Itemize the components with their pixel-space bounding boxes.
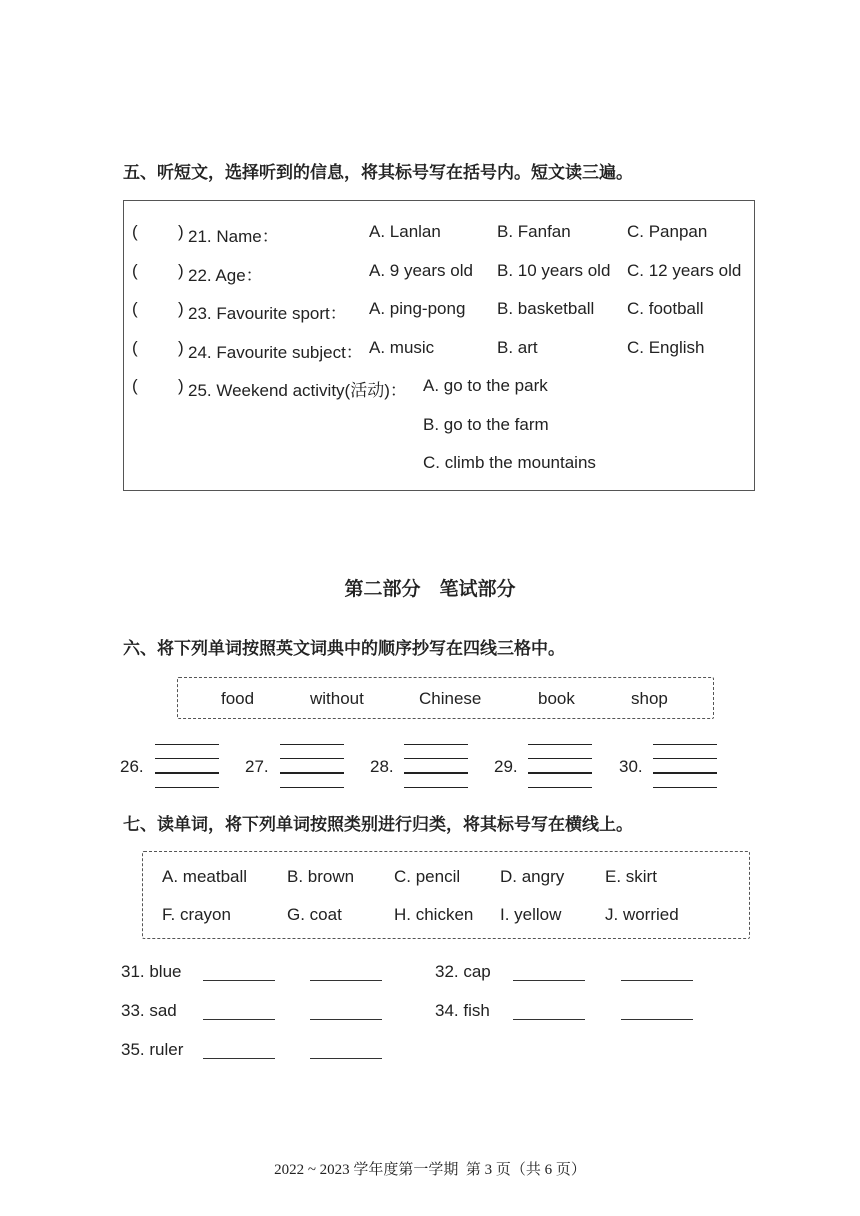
q21-option-c: C. Panpan (627, 222, 708, 241)
word-without: without (310, 689, 364, 708)
bank-word-b: B. brown (287, 867, 355, 886)
item-34: 34. fish (435, 1001, 490, 1020)
blank-31-2[interactable] (310, 980, 382, 981)
bank-word-i: I. yellow (500, 905, 562, 924)
q21-option-a: A. Lanlan (369, 222, 441, 241)
q21-label: 21. Name： (188, 227, 279, 246)
q22-option-b: B. 10 years old (497, 261, 611, 280)
word-food: food (221, 689, 255, 708)
bank-word-f: F. crayon (162, 905, 231, 924)
section6-heading: 六、将下列单词按照英文词典中的顺序抄写在四线三格中。 (123, 639, 565, 659)
q23-paren-close: ) (178, 299, 184, 318)
blank-35-1[interactable] (203, 1058, 275, 1059)
q24-paren-close: ) (178, 338, 184, 357)
q22-label: 22. Age： (188, 266, 263, 285)
bank-word-c: C. pencil (394, 867, 461, 886)
item-32: 32. cap (435, 962, 491, 981)
blank-33-1[interactable] (203, 1019, 275, 1020)
q23-option-a: A. ping-pong (369, 299, 466, 318)
bank-word-d: D. angry (500, 867, 565, 886)
bank-word-e: E. skirt (605, 867, 657, 886)
q22-paren-open: ( (132, 261, 138, 280)
q24-option-c: C. English (627, 338, 705, 357)
four-line-grid-29[interactable] (528, 744, 592, 788)
blank-32-1[interactable] (513, 980, 585, 981)
q24-option-b: B. art (497, 338, 538, 357)
q25-label: 25. Weekend activity(活动)： (188, 381, 407, 400)
blank-34-2[interactable] (621, 1019, 693, 1020)
blank-35-2[interactable] (310, 1058, 382, 1059)
bank-word-h: H. chicken (394, 905, 474, 924)
bank-word-a: A. meatball (162, 867, 248, 886)
blank-31-1[interactable] (203, 980, 275, 981)
q24-label: 24. Favourite subject： (188, 343, 363, 362)
word-shop: shop (631, 689, 668, 708)
q21-paren-open: ( (132, 222, 138, 241)
q25-paren-close: ) (178, 376, 184, 395)
num-27: 27. (245, 757, 269, 776)
q23-paren-open: ( (132, 299, 138, 318)
q22-option-c: C. 12 years old (627, 261, 742, 280)
q25-option-c: C. climb the mountains (423, 453, 596, 472)
q25-paren-open: ( (132, 376, 138, 395)
four-line-grid-27[interactable] (280, 744, 344, 788)
item-35: 35. ruler (121, 1040, 184, 1059)
word-book: book (538, 689, 575, 708)
blank-33-2[interactable] (310, 1019, 382, 1020)
q23-label: 23. Favourite sport： (188, 304, 347, 323)
q21-paren-close: ) (178, 222, 184, 241)
q22-option-a: A. 9 years old (369, 261, 473, 280)
item-33: 33. sad (121, 1001, 177, 1020)
blank-32-2[interactable] (621, 980, 693, 981)
num-30: 30. (619, 757, 643, 776)
bank-word-j: J. worried (605, 905, 679, 924)
q25-option-b: B. go to the farm (423, 415, 549, 434)
q23-option-b: B. basketball (497, 299, 595, 318)
num-29: 29. (494, 757, 518, 776)
section7-heading: 七、读单词，将下列单词按照类别进行归类，将其标号写在横线上。 (123, 815, 633, 835)
four-line-grid-26[interactable] (155, 744, 219, 788)
page-footer: 2022 ~ 2023 学年度第一学期 第 3 页（共 6 页） (274, 1162, 586, 1178)
item-31: 31. blue (121, 962, 182, 981)
word-bank-box (142, 851, 750, 939)
blank-34-1[interactable] (513, 1019, 585, 1020)
num-26: 26. (120, 757, 144, 776)
four-line-grid-30[interactable] (653, 744, 717, 788)
q25-option-a: A. go to the park (423, 376, 548, 395)
q24-paren-open: ( (132, 338, 138, 357)
q22-paren-close: ) (178, 261, 184, 280)
section5-heading: 五、听短文，选择听到的信息，将其标号写在括号内。短文读三遍。 (123, 163, 633, 183)
word-chinese: Chinese (419, 689, 482, 708)
num-28: 28. (370, 757, 394, 776)
q21-option-b: B. Fanfan (497, 222, 571, 241)
q23-option-c: C. football (627, 299, 704, 318)
part2-title: 第二部分 笔试部分 (344, 578, 516, 600)
bank-word-g: G. coat (287, 905, 342, 924)
four-line-grid-28[interactable] (404, 744, 468, 788)
q24-option-a: A. music (369, 338, 435, 357)
